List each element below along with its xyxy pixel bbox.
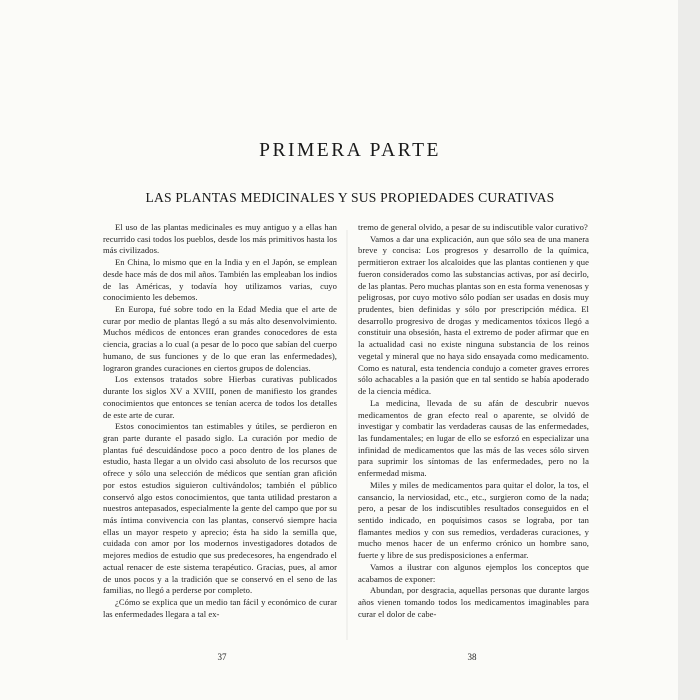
column-gutter	[346, 230, 348, 640]
page-edge-shadow	[678, 0, 700, 700]
page-number-left: 37	[217, 652, 227, 662]
paragraph-continued: tremo de general olvido, a pesar de su indiscutible valor curativo?	[358, 222, 588, 232]
paragraph: Miles y miles de medicamentos para quitar el dolor, la tos, el cansancio, la nerviosidad, etc., etc., surgieron como de la nada; pero, a pesar de los indiscutibles resultados conseguidos en el sentido indicado, en poquísimos casos se lograba, por tan flamantes medios y con sus remedios, verdaderas curaciones, y mucho menos hacer de un enfermo crónico un hombre sano, fuerte y libre de sus predisposiciones a enfermar.	[358, 479, 589, 561]
paragraph: En China, lo mismo que en la India y en el Japón, se emplean desde hace más de dos mil años. También las empleaban los indios de las Américas, y todavía hoy utilizamos varias, cuyo conocimiento les debemos.	[103, 257, 337, 303]
chapter-title: LAS PLANTAS MEDICINALES Y SUS PROPIEDADES CURATIVAS	[145, 190, 555, 205]
paragraph: La medicina, llevada de su afán de descubrir nuevos medicamentos de gran efecto real o aparente, se olvidó de investigar y combatir las verdaderas causas de las enfermedades, las fundamentales; en lugar de ello se esforzó en especializar una infinidad de medicamentos que las más de las veces sólo sirven para suprimir los síntomas de las enfermedades, pero no la enfermedad misma.	[358, 397, 589, 479]
paragraph: Los extensos tratados sobre Hierbas curativas publicados durante los siglos XV a XVIII, ponen de manifiesto los grandes conocimientos que entonces se tenían acerca de todos los detalles de este arte de curar.	[103, 374, 337, 420]
paragraph: El uso de las plantas medicinales es muy antiguo y a ellas han recurrido casi todos los pueblos, desde los más primitivos hasta los más civilizados.	[103, 222, 337, 256]
paragraph: Vamos a ilustrar con algunos ejemplos los conceptos que acabamos de exponer:	[358, 561, 589, 584]
right-column	[358, 222, 589, 648]
paragraph: Abundan, por desgracia, aquellas personas que durante largos años vienen tomando todos los medicamentos imaginables para curar el dolor de cabe-	[358, 585, 589, 619]
paragraph: Estos conocimientos tan estimables y útiles, se perdieron en gran parte durante el pasado siglo. La curación por medio de plantas fué descuidándose poco a poco dentro de los planes de estudio, hasta llegar a un olvido casi absoluto de los recursos que ofrece y sólo una selección de médicos que sentían gran afición por estos estudios siguieron cultivándolos; también el público conservó algo estos conocimientos, que tanta utilidad prestaron a nuestros antepasados, especialmente la gente del campo que por su más íntima convivencia con las plantas, conservó siempre hacia ellas un mayor respeto y aprecio; ésta ha sido la semilla que, cuidada con amor por los modernos investigadores dotados de mejores medios de estudio que sus predecesores, ha engendrado el actual renacer de este sistema terapéutico. Gracias, pues, al amor de unos pocos y a la tradición que se conservó en el seno de las familias, no llegó a perderse por completo.	[103, 421, 337, 596]
paragraph: Vamos a dar una explicación, aun que sólo sea de una manera breve y concisa: Los progresos y desarrollo de la química, permitieron extraer los alcaloides que las plantas contienen y que fueron considerados como las substancias activas, por así decirlo, de las plantas. Pero muchas plantas son en esta forma venenosas y peligrosas, por cuyo motivo sólo podían ser usadas en dosis muy prudentes, bien definidas y sólo por prescripción médica. El desarrollo progresivo de drogas y medicamentos tóxicos llegó a constituir una obsesión, hasta el extremo de poder afirmar que en la actualidad casi no existe ninguna substancia de los reinos vegetal y mineral que no haya sido ensayada como medicamento. Como es natural, esta tendencia condujo a cometer graves errores sólo achacables a la pasión que en tal sentido se había apoderado de la ciencia médica.	[358, 233, 589, 397]
paragraph: ¿Cómo se explica que un medio tan fácil y económico de curar las enfermedades llegara a tal ex-	[103, 597, 337, 619]
part-title: PRIMERA PARTE	[259, 140, 441, 161]
paragraph: En Europa, fué sobre todo en la Edad Media que el arte de curar por medio de plantas llegó a su más alto desenvolvimiento. Muchos médicos de entonces eran grandes conocedores de esta ciencia, gracias a lo cual (a pesar de lo poco que sabían del cuerpo humano, de sus funciones y de lo que eran las enfermedades), lograron grandes curaciones en ciertos grupos de dolencias.	[103, 304, 337, 373]
left-column	[103, 222, 337, 648]
page-number-right: 38	[467, 652, 477, 662]
